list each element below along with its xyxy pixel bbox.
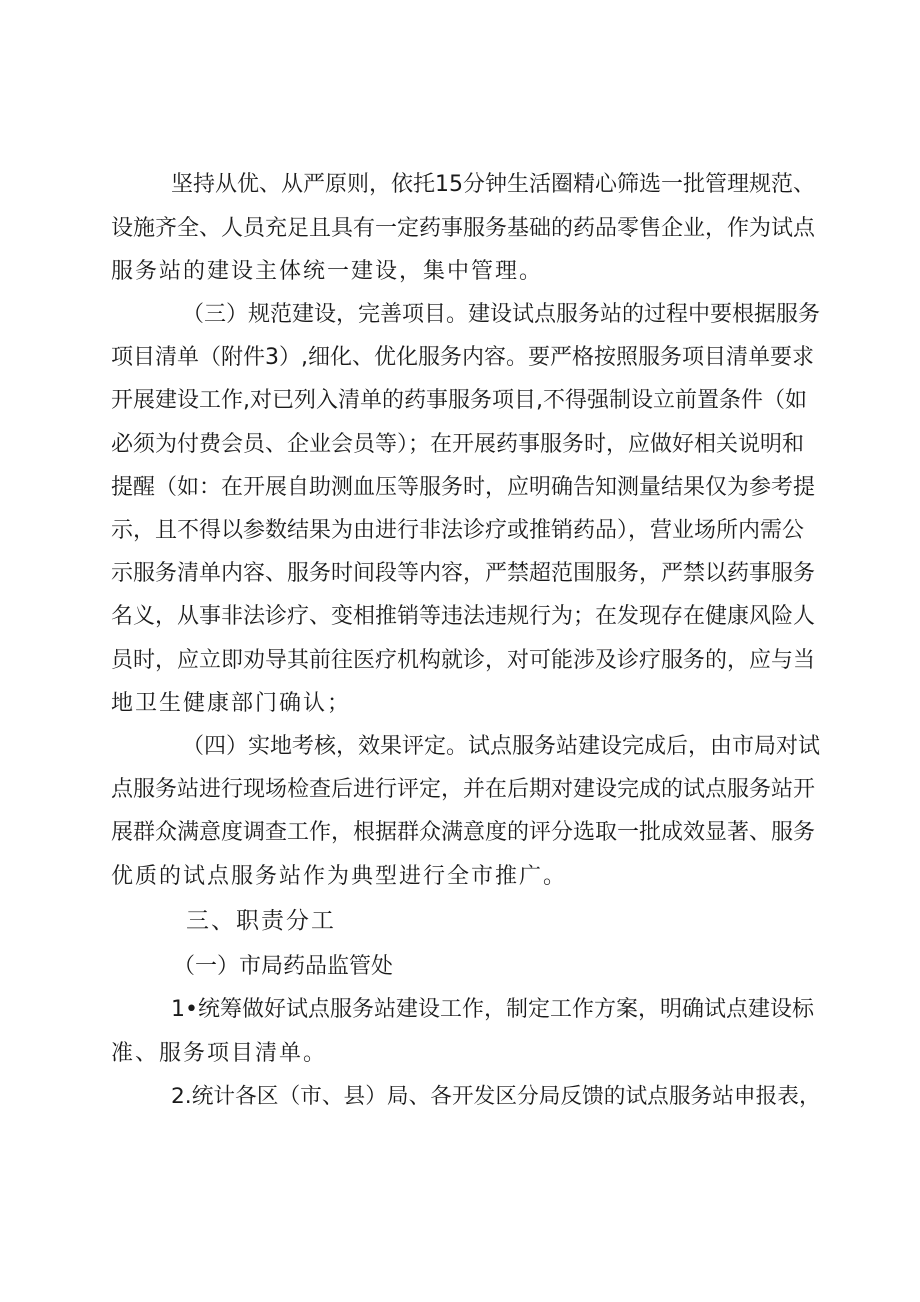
paragraph-2-line-6: 示，且不得以参数结果为由进行非法诊疗或推销药品），营业场所内需公 xyxy=(111,518,805,543)
paragraph-3-line-3: 展群众满意度调查工作，根据群众满意度的评分选取一批成效显著、服务 xyxy=(111,820,816,845)
paragraph-2-line-4: 必须为付费会员、企业会员等）；在开展药事服务时，应做好相关说明和 xyxy=(111,432,805,457)
paragraph-2-line-10: 地卫生健康部门确认； xyxy=(111,691,352,716)
subsection-heading: （一）市局药品监管处 xyxy=(173,954,394,979)
item-1-line-2: 准、服务项目清单。 xyxy=(111,1041,328,1066)
paragraph-1-line-3: 服务站的建设主体统一建设，集中管理。 xyxy=(111,259,544,284)
section-heading: 三、职责分工 xyxy=(186,908,336,934)
paragraph-2-line-8: 名义，从事非法诊疗、变相推销等违法违规行为；在发现存在健康风险人 xyxy=(111,604,816,629)
item-1-line-1: 1•统筹做好试点服务站建设工作，制定工作方案，明确试点建设标 xyxy=(171,997,814,1022)
paragraph-2-line-5: 提醒（如：在开展自助测血压等服务时，应明确告知测量结果仅为参考提 xyxy=(111,475,816,500)
paragraph-2-line-9: 员时，应立即劝导其前往医疗机构就诊，对可能涉及诊疗服务的，应与当 xyxy=(111,648,816,673)
paragraph-2-line-7: 示服务清单内容、服务时间段等内容，严禁超范围服务，严禁以药事服务 xyxy=(111,561,816,586)
paragraph-3-line-1: （四）实地考核，效果评定。试点服务站建设完成后，由市局对试 xyxy=(182,734,821,759)
paragraph-2-line-2: 项目清单（附件3）,细化、优化服务内容。要严格按照服务项目清单要求 xyxy=(111,345,814,370)
item-2-line-1: 2.统计各区（市、县）局、各开发区分局反馈的试点服务站申报表， xyxy=(171,1084,821,1109)
paragraph-2-line-3: 开展建设工作,对已列入清单的药事服务项目,不得强制设立前置条件（如 xyxy=(111,388,807,413)
paragraph-3-line-4: 优质的试点服务站作为典型进行全市推广。 xyxy=(111,864,568,889)
paragraph-1-line-1: 坚持从优、从严原则，依托15分钟生活圈精心筛选一批管理规范、 xyxy=(171,172,815,197)
paragraph-1-line-2: 设施齐全、人员充足且具有一定药事服务基础的药品零售企业，作为试点 xyxy=(111,216,816,241)
paragraph-3-line-2: 点服务站进行现场检查后进行评定，并在后期对建设完成的试点服务站开 xyxy=(111,777,816,802)
paragraph-2-line-1: （三）规范建设，完善项目。建设试点服务站的过程中要根据服务 xyxy=(182,302,821,327)
